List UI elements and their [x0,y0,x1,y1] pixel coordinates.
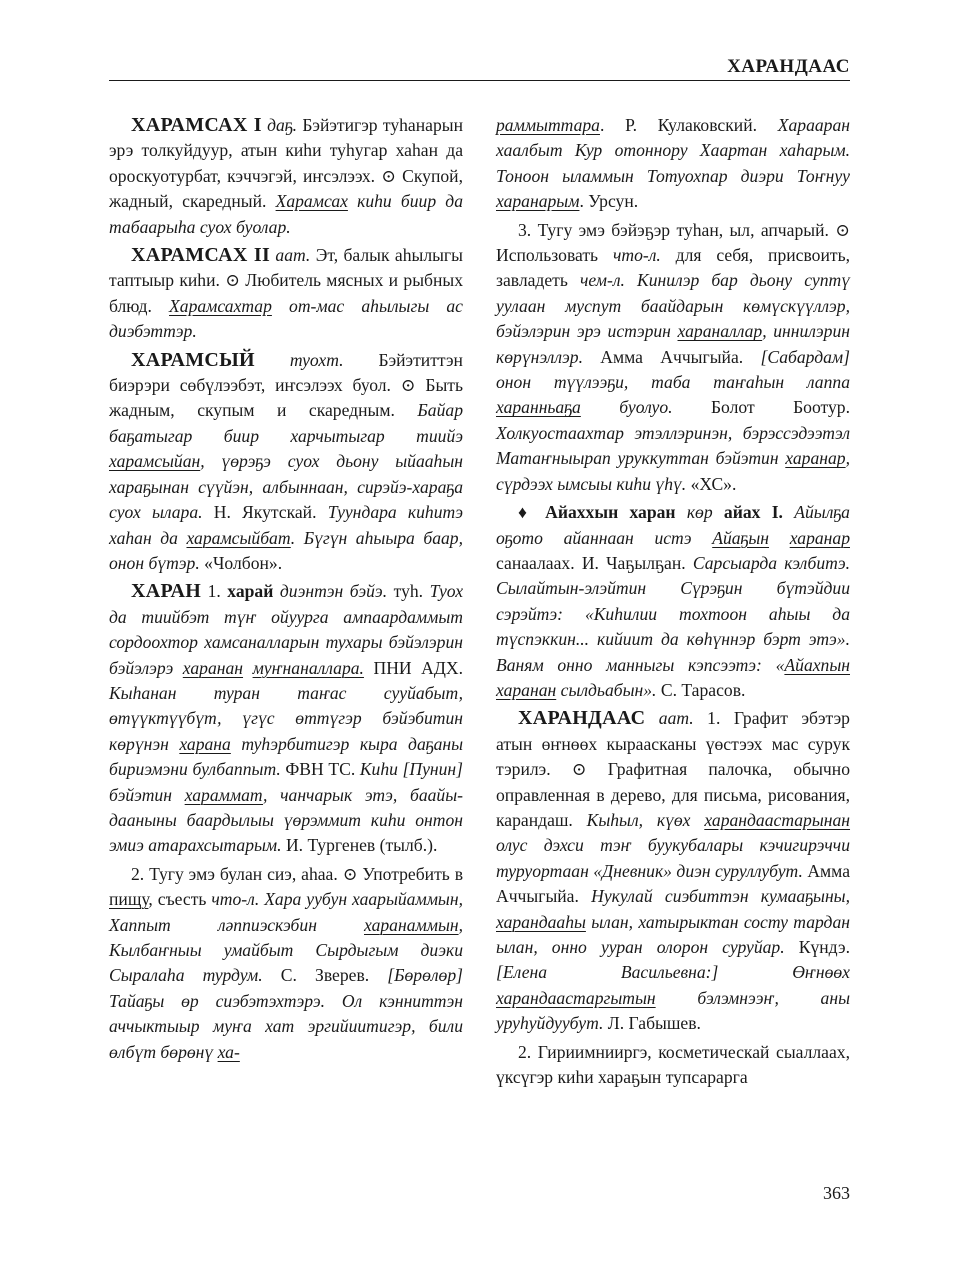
example-underlined: раммыттара [496,115,600,135]
sense-number: 2. [131,863,145,884]
source: ФВН ТС. [285,759,356,780]
sense-2 [109,862,463,1065]
example: буолуо. [619,397,673,418]
source: С. Тарасов. [660,679,746,700]
russian-gloss-italic: чем-л. [580,270,625,291]
definition: Графит эбэтэр атын өҥнөөх кыраасканы үөстээх мас сурук тэрилэ. [496,708,850,780]
sense-3 [496,218,850,497]
header-rule [109,80,850,81]
source: И. Чаҕылҕан. [581,552,686,573]
definition: Тугу эмэ булан сиэ, аһаа. [149,863,338,884]
example-underlined: Харамсах [275,191,348,212]
example-underlined: муҥнаналлара. [252,657,364,678]
example: Сарсыарда кэлбитэ. Сылайтын-элэйтин Сүрэҕин бүтэйдии сэрэйтэ: «Киһилии тохтоон аһыы да түспэккин... кийиит да көһүннэр бэрт этэ». Ваням онно манныгы кэпсээтэ: « [496,552,850,675]
example-underlined: харанар [785,448,846,469]
example: киһи биир да табаарыһа суох буолар. [109,191,463,237]
example: Хара уубун хаарыйаммын, Хаппыт ләппиэскэбин [109,889,463,935]
russian-gloss-underlined: пищу [109,889,149,910]
russian-gloss: , съесть [148,889,207,910]
headword: ХАРАМСАХ II [131,244,271,267]
example: , үөрэҕэ суох дьону ыйааһын хараҕынан сүүйэн, албыннаан, сирэйэ-хараҕа суох ылара. [109,451,463,523]
sense-number: 1. [207,581,221,602]
entry-haramsah-2 [109,243,463,345]
page-number: 363 [823,1183,850,1203]
source: С. Зверев. [280,965,370,986]
entry-haramsyi [109,348,463,577]
example-underlined: харамсыйбат [186,527,291,548]
example: , Кылбаҥныы умайбыт Сырдыгым диэки Сыралаһа турдум. [109,914,463,986]
example: Кыһанан туран таҥас сууйабыт, өтүүктүүбүт, үгүс өттүгэр бэйэбитин көрүнэн [109,682,463,754]
example-underlined: Харамсахтар [169,295,272,316]
definition: Гириимнииргэ, косметическай сыаллаах, үксүгэр киһи хараҕын тупсарарга [496,1041,850,1088]
cross-reference: харай [227,581,274,602]
russian-gloss: ⊙ Быть жадным, скупым и скаредным. [109,375,463,421]
grammar-label: туохт. [289,349,344,370]
example-underlined: харанар [789,527,850,548]
example-underlined: харанарым [496,191,580,212]
example: Байар баҕатыгар биир харчытыгар тиийэ [109,400,463,446]
example: , чанчарык этэ, баайы-дааныны баардылыы үөрэммит киһи онтон эмиэ атарахсытарым. [109,784,464,856]
example-underlined: харандаастаргытын [496,987,656,1008]
entry-haran [109,579,463,858]
cross-reference: айах I. [723,502,783,523]
example: . Бүгүн аһыыра баар, онон бүтэр. [109,527,463,573]
right-column [496,113,850,1090]
grammar-label: аат. [275,245,311,266]
example: [Сабардам] онон түүлээҕи, таба таҥаһын лаппа [496,346,850,393]
example: , сүрдээх ымсыы киһи үһү. [496,448,850,494]
example-underlined: Айаҕын [712,527,770,548]
source: . Р. Кулаковский. [599,115,758,135]
russian-gloss: ⊙ Скупой, жадный, скаредный. [109,165,463,212]
entry-harамсах-1 [109,113,463,240]
diamond-bullet-icon: ♦ [518,502,534,523]
russian-gloss: ⊙ Употребить в [342,863,464,884]
example: Холкуостаахтар этэллэринэн, бэрэссэдээтэл Матаҥныырап уруккуттан бэйэтин [496,422,850,469]
example: Айылҕа оҕото айаннаан истэ [496,502,850,548]
source: . Урсун. [579,191,639,212]
running-head: ХАРАНДААС [727,56,850,77]
source: ПНИ АДХ. [373,657,463,678]
russian-gloss: ⊙ Любитель мясных и рыбных блюд. [109,270,463,316]
definition: Бэйэтигэр туһанарын эрэ толкуйдуур, атын киһи туһугар хаһан да ороскуотурбат, кэччэгэй, иҥсэлээх. [109,115,463,186]
example: Кинилэр бар дьону суптү уулаан муспут баайдарын көмүскүүллэр, бэйэлэрин эрэ истэрин [496,270,850,342]
example-underlined: харанньаҕа [496,397,581,418]
grammar-label: аат. [658,708,694,729]
sense-2 [496,1040,850,1091]
russian-gloss: ⊙ Графитная палочка, обычно оправленная в дерево, для письма, рисования, карандаш. [496,759,850,830]
example: Туундара киһитэ хаһан да [109,502,463,548]
example: бэлэмнээҥ, аны уруһуйдуубут. [496,987,850,1034]
reference-tail: диэнтэн бэйэ. [279,581,388,602]
reference-label: көр [686,502,713,523]
example: Туох да тиийбэт түҥ ойуурга ампаардаммыт сордоохтор хамсаналларын тухары бэйэлэрин бэйэлэрэ [109,581,464,678]
headword: ХАРАМСАХ I [131,114,262,136]
entry-harandaas [496,706,850,1036]
left-column [109,113,463,1065]
example-underlined: харандааһы [496,911,586,932]
example: олус дэхси тэҥ буукубалары кэчигирэччи туруортаан «Дневник» диэн суруллубут. [496,835,850,881]
example: ылан, хатырыктан состу тардан ылан, онно ууран олорон суруйар. [496,911,850,957]
example: Харааран хаалбыт Кур отоннору Хаартан хаһарым. Тоноон ыламмын Тотуохпар диэри Тоҥнуу [496,115,850,186]
source: «Чолбон». [204,552,283,573]
example: [Бөрөлөр] Тайаҕы өр сиэбэтэхтэрэ. Ол кэнниттэн аччыктыыр муҥа хат эргийиитигэр, били өлбүт бөрөнү [109,965,463,1062]
definition: Эт, балык аһылыгы таптыыр киһи. [109,245,463,291]
definition: Тугу эмэ бэйэҕэр туһан, ыл, апчарый. [537,219,829,240]
source: Л. Габышев. [607,1013,701,1034]
source: Амма Аччыгыйа. [600,346,744,367]
source: Күндэ. [798,937,850,957]
example-underlined: ха- [217,1041,240,1062]
example-underlined: харанан [496,679,557,700]
example-underlined: хараналлар [677,321,763,342]
example: [Елена Васильевна:] Өҥнөөх [496,962,850,983]
example: Нукулай сиэбиттэн кумааҕыны, [591,886,850,907]
source: Н. Якутскай. [213,502,317,523]
definition: Бэйэтиттэн биэрэри сөбүлээбэт, иҥсэлээх буол. [109,349,463,396]
source: И. Тургенев (тылб.). [285,835,438,856]
sense-number: 3. [518,219,532,240]
example-underlined: харандаастарынан [704,809,851,830]
sense-number: 1. [707,708,721,729]
example-underlined: харанаммын [364,914,459,935]
example: от-мас аһылыгы ас диэбэттэр. [109,295,463,342]
example-underlined: харана [179,733,231,754]
example-underlined: харамсыйан [109,451,201,472]
source: Амма Аччыгыйа. [496,860,851,907]
headword: ХАРАН [131,580,202,603]
russian-gloss-italic: что-л. [612,245,661,266]
russian-gloss-italic: что-л. [211,889,260,910]
grammar-label: даҕ. [267,115,298,135]
source: «ХС». [690,473,737,494]
example-underlined: харанан [182,657,244,678]
continuation [496,113,850,215]
example: сылдьабын». [560,679,657,700]
example: Киһи [Пунин] бэйэтин [109,759,464,805]
phrase: Айаххын харан [545,502,676,523]
sense-number: 2. [518,1041,532,1062]
example-underlined: Айахпын [784,654,850,675]
grammar-label: туһ. [393,581,424,602]
headword: ХАРАМСЫЙ [131,348,255,371]
example: туһэрбитигэр кыра даҕаны бириэмэни булбаппыт. [109,733,464,780]
example: Кыһыл, күөх [586,809,691,830]
example-underlined: хараммат [184,784,264,805]
source: Болот Боотур. [710,397,850,418]
russian-gloss: ⊙ Использовать [496,219,851,266]
example: санаалаах. [496,552,575,573]
russian-gloss: для себя, присвоить, завладеть [496,245,851,291]
phrase-entry [496,500,850,703]
example: , иннилэрин көрүнэллэр. [496,321,850,367]
headword: ХАРАНДААС [518,707,646,730]
